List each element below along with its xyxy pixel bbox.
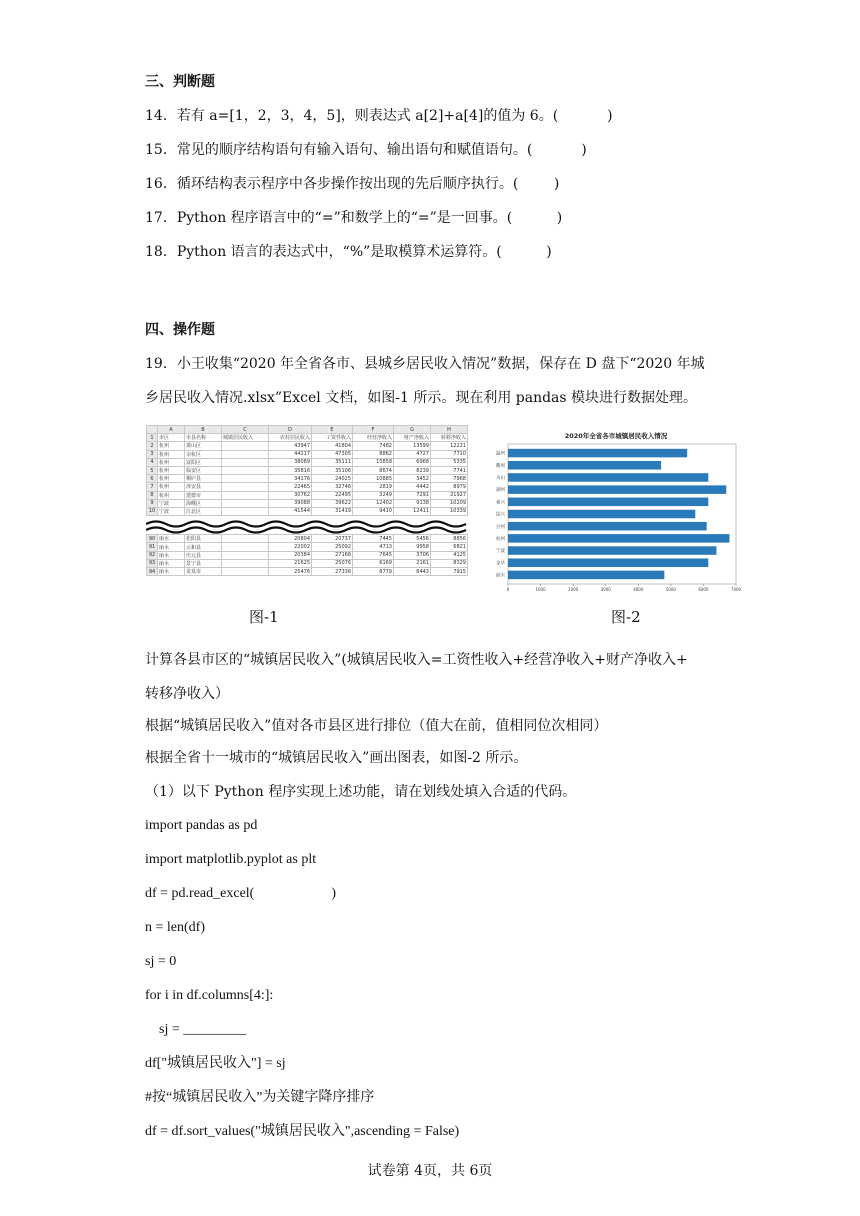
spreadsheet-cell (222, 442, 269, 450)
spreadsheet-cell: B (185, 426, 222, 434)
spreadsheet-cell: 8862 (353, 450, 394, 458)
spreadsheet-cell (222, 491, 269, 499)
spreadsheet-cell: 5335 (431, 458, 468, 466)
chart-category-label: 绍兴 (496, 512, 505, 518)
code-line-1: import pandas as pd (145, 818, 258, 833)
spreadsheet-cell: 3452 (394, 475, 431, 483)
spreadsheet-cell: H (431, 426, 468, 434)
question-17: 17．Python 程序语言中的“=”和数学上的“=”是一回事。( ) (145, 210, 563, 226)
chart-bar (508, 498, 708, 507)
spreadsheet-cell: 8779 (353, 568, 394, 576)
spreadsheet-cell: 9 (147, 499, 158, 507)
spreadsheet-cell: 杭州 (158, 466, 185, 474)
chart-category-label: 舟山 (496, 476, 505, 482)
spreadsheet-cell: 21927 (431, 491, 468, 499)
spreadsheet-row (147, 559, 468, 567)
chart-category-label: 金华 (496, 561, 505, 567)
chart-category-label: 温州 (496, 451, 505, 457)
spreadsheet-cell (222, 543, 269, 551)
spreadsheet-cell: 6821 (431, 543, 468, 551)
chart-bar (508, 546, 716, 555)
spreadsheet-cell: 杭州 (158, 442, 185, 450)
spreadsheet-cell: 松阳县 (185, 535, 222, 543)
spreadsheet-cell: 江北区 (185, 507, 222, 515)
spreadsheet-header-row (147, 434, 468, 442)
spreadsheet-cell: 21625 (269, 559, 312, 567)
spreadsheet-cell: 8979 (431, 483, 468, 491)
spreadsheet-cell: 22495 (312, 491, 353, 499)
spreadsheet-cell: 9138 (394, 499, 431, 507)
spreadsheet-cell: 94 (147, 568, 158, 576)
chart-tick-label: 6000 (698, 587, 709, 592)
section-3-title: 三、判断题 (145, 74, 215, 90)
spreadsheet-cell: 8856 (431, 535, 468, 543)
code-line-3: df = pd.read_excel( ) (145, 886, 337, 901)
description-1b: 转移净收入） (145, 686, 229, 702)
chart-bar (508, 571, 664, 580)
spreadsheet-cell: 10209 (431, 499, 468, 507)
spreadsheet-cell: 20737 (312, 535, 353, 543)
spreadsheet-cell (222, 483, 269, 491)
spreadsheet-cell: 5 (147, 466, 158, 474)
spreadsheet-table (146, 425, 468, 576)
spreadsheet-cell: D (269, 426, 312, 434)
question-16: 16．循环结构表示程序中各步操作按出现的先后顺序执行。( ) (145, 176, 560, 192)
income-bar-chart (486, 426, 746, 596)
spreadsheet-row (147, 450, 468, 458)
spreadsheet-cell: 庆元县 (185, 551, 222, 559)
spreadsheet-cell: 市县名称 (185, 434, 222, 442)
spreadsheet-cell: 7645 (353, 551, 394, 559)
spreadsheet-cell: 海曙区 (185, 499, 222, 507)
spreadsheet-cell: 4442 (394, 483, 431, 491)
chart-title: 2020年全省各市城镇居民收入情况 (564, 432, 668, 440)
spreadsheet-cell: 丽水 (158, 543, 185, 551)
spreadsheet-cell: 7915 (431, 568, 468, 576)
spreadsheet-cell: 7710 (431, 450, 468, 458)
spreadsheet-cell (222, 551, 269, 559)
description-2: 根据“城镇居民收入”值对各市县区进行排位（值大在前，值相同位次相同） (145, 718, 608, 734)
spreadsheet-cell: 桐庐县 (185, 475, 222, 483)
spreadsheet-cell: 景宁县 (185, 559, 222, 567)
subquestion-1: （1）以下 Python 程序实现上述功能，请在划线处填入合适的代码。 (145, 784, 577, 800)
spreadsheet-cell: 27166 (312, 551, 353, 559)
spreadsheet-cell: 临安区 (185, 466, 222, 474)
spreadsheet-cell: 7741 (431, 466, 468, 474)
question-14: 14．若有 a=[1，2，3，4，5]，则表达式 a[2]+a[4]的值为 6。( ) (145, 108, 613, 124)
spreadsheet-cell: 6 (147, 475, 158, 483)
code-line-6: for i in df.columns[4:]: (145, 988, 274, 1003)
spreadsheet-cell: 30762 (269, 491, 312, 499)
spreadsheet-cell: 34176 (269, 475, 312, 483)
spreadsheet-cell: 4125 (431, 551, 468, 559)
spreadsheet-cell: 31419 (312, 507, 353, 515)
spreadsheet-cell: 12411 (394, 507, 431, 515)
spreadsheet-cell: 7968 (431, 475, 468, 483)
spreadsheet-cell: 93 (147, 559, 158, 567)
spreadsheet-cell: C (222, 426, 269, 434)
spreadsheet-cell: 91 (147, 543, 158, 551)
spreadsheet-cell (222, 450, 269, 458)
spreadsheet-cell: 7291 (394, 491, 431, 499)
spreadsheet-cell: 4 (147, 458, 158, 466)
chart-category-label: 台州 (496, 524, 505, 530)
spreadsheet-cell: 工资性收入 (312, 434, 353, 442)
spreadsheet-cell: 38089 (269, 458, 312, 466)
chart-bar (508, 473, 708, 482)
spreadsheet-cell (222, 559, 269, 567)
spreadsheet-cell: 12402 (353, 499, 394, 507)
spreadsheet-cell: 25076 (312, 559, 353, 567)
spreadsheet-column-letters (147, 426, 468, 434)
spreadsheet-cell: 25476 (269, 568, 312, 576)
spreadsheet-cell: 41804 (312, 442, 353, 450)
chart-tick-label: 1000 (535, 587, 546, 592)
chart-tick-label: 5000 (665, 587, 676, 592)
chart-tick-label: 4000 (633, 587, 644, 592)
spreadsheet-cell (222, 507, 269, 515)
spreadsheet-cell: 10339 (431, 507, 468, 515)
spreadsheet-cell: 43947 (269, 442, 312, 450)
spreadsheet-row (147, 466, 468, 474)
spreadsheet-cell: 淳安县 (185, 483, 222, 491)
spreadsheet-cell: 余杭区 (185, 450, 222, 458)
spreadsheet-row (147, 491, 468, 499)
chart-tick-label: 0 (506, 587, 510, 592)
spreadsheet-cell: 39622 (312, 499, 353, 507)
question-19-line-2: 乡居民收入情况.xlsx”Excel 文档，如图-1 所示。现在利用 pandas 模块进行数据处理。 (145, 390, 698, 406)
chart-bar (508, 558, 708, 567)
spreadsheet-cell: 24025 (312, 475, 353, 483)
spreadsheet-cell: F (353, 426, 394, 434)
spreadsheet-cell: 10 (147, 507, 158, 515)
spreadsheet-cell: 5456 (394, 535, 431, 543)
code-line-5: sj = 0 (145, 954, 177, 969)
code-line-10: df = df.sort_values("城镇居民收入",ascending = False) (145, 1124, 460, 1139)
spreadsheet-cell: 9410 (353, 507, 394, 515)
spreadsheet-cell: 4727 (394, 450, 431, 458)
spreadsheet-row (147, 568, 468, 576)
spreadsheet-cell: 20804 (269, 535, 312, 543)
spreadsheet-cell: 2819 (353, 483, 394, 491)
spreadsheet-cell: 杭州 (158, 458, 185, 466)
spreadsheet-cell: A (158, 426, 185, 434)
spreadsheet-cell: 3706 (394, 551, 431, 559)
spreadsheet-row (147, 551, 468, 559)
description-1a: 计算各县市区的“城镇居民收入”(城镇居民收入=工资性收入+经营净收入+财产净收入+ (145, 652, 688, 668)
spreadsheet-cell: 9958 (394, 543, 431, 551)
chart-bar (508, 485, 726, 494)
spreadsheet-cell: 宁波 (158, 507, 185, 515)
section-4-title: 四、操作题 (145, 322, 215, 338)
chart-bar (508, 461, 661, 470)
spreadsheet-row (147, 543, 468, 551)
chart-category-label: 嘉兴 (496, 500, 505, 506)
spreadsheet-cell (222, 475, 269, 483)
chart-tick-label: 7000 (730, 587, 742, 592)
spreadsheet-cell: 13599 (394, 442, 431, 450)
spreadsheet-cell: 7 (147, 483, 158, 491)
spreadsheet-cell: E (312, 426, 353, 434)
spreadsheet-cell: 35816 (269, 466, 312, 474)
spreadsheet-cell: 龙泉市 (185, 568, 222, 576)
spreadsheet-cell: 丽水 (158, 559, 185, 567)
spreadsheet-cell: 市区 (158, 434, 185, 442)
code-line-2: import matplotlib.pyplot as plt (145, 852, 317, 867)
chart-tick-label: 2000 (568, 587, 579, 592)
spreadsheet-figure (146, 425, 468, 597)
spreadsheet-cell: 1 (147, 434, 158, 442)
spreadsheet-cell: 32746 (312, 483, 353, 491)
spreadsheet-cell: 8 (147, 491, 158, 499)
spreadsheet-cell: 云和县 (185, 543, 222, 551)
spreadsheet-row (147, 475, 468, 483)
chart-bar (508, 449, 687, 458)
question-18: 18．Python 语言的表达式中，“%”是取模算术运算符。( ) (145, 244, 552, 260)
spreadsheet-cell: 6968 (394, 458, 431, 466)
spreadsheet-cell: 农村居民收入 (269, 434, 312, 442)
spreadsheet-row (147, 458, 468, 466)
code-line-4: n = len(df) (145, 920, 205, 935)
spreadsheet-cell: 8239 (394, 466, 431, 474)
spreadsheet-cell: 22002 (269, 543, 312, 551)
spreadsheet-cell (222, 458, 269, 466)
chart-tick-label: 3000 (600, 587, 611, 592)
spreadsheet-cell: 47305 (312, 450, 353, 458)
chart-category-label: 丽水 (496, 573, 505, 579)
spreadsheet-cell: 杭州 (158, 491, 185, 499)
code-comment: #按“城镇居民收入”为关键字降序排序 (145, 1090, 375, 1105)
spreadsheet-cell: 10885 (353, 475, 394, 483)
spreadsheet-cell: 丽水 (158, 568, 185, 576)
spreadsheet-cell: 2 (147, 442, 158, 450)
spreadsheet-cell: 27336 (312, 568, 353, 576)
chart-category-label: 湖州 (496, 488, 505, 494)
page-footer: 试卷第 4页，共 6页 (367, 1163, 493, 1179)
spreadsheet-cell: 41544 (269, 507, 312, 515)
spreadsheet-cell (147, 426, 158, 434)
break-wave-icon (146, 517, 468, 537)
spreadsheet-cell: 7482 (353, 442, 394, 450)
description-3: 根据全省十一城市的“城镇居民收入”画出图表，如图-2 所示。 (145, 750, 528, 766)
spreadsheet-cell: 8329 (431, 559, 468, 567)
spreadsheet-cell (222, 568, 269, 576)
chart-bar (508, 534, 729, 543)
spreadsheet-cell (222, 466, 269, 474)
chart-bar (508, 522, 707, 531)
spreadsheet-cell: 25092 (312, 543, 353, 551)
spreadsheet-cell: 12221 (431, 442, 468, 450)
spreadsheet-cell: 富阳区 (185, 458, 222, 466)
spreadsheet-row (147, 499, 468, 507)
spreadsheet-cell: 92 (147, 551, 158, 559)
spreadsheet-cell: 杭州 (158, 450, 185, 458)
spreadsheet-cell: 宁波 (158, 499, 185, 507)
spreadsheet-cell: G (394, 426, 431, 434)
spreadsheet-cell: 6443 (394, 568, 431, 576)
spreadsheet-cell (222, 499, 269, 507)
spreadsheet-cell: 丽水 (158, 551, 185, 559)
spreadsheet-cell: 44117 (269, 450, 312, 458)
spreadsheet-cell: 杭州 (158, 475, 185, 483)
figure-1-caption: 图-1 (249, 608, 279, 626)
spreadsheet-row (147, 483, 468, 491)
figure-2-caption: 图-2 (611, 608, 641, 626)
spreadsheet-cell: 财产净收入 (394, 434, 431, 442)
spreadsheet-cell: 3249 (353, 491, 394, 499)
spreadsheet-cell: 20384 (269, 551, 312, 559)
chart-category-label: 衢州 (496, 463, 505, 469)
question-15: 15．常见的顺序结构语句有输入语句、输出语句和赋值语句。( ) (145, 142, 587, 158)
spreadsheet-cell: 15858 (353, 458, 394, 466)
spreadsheet-cell: 建德市 (185, 491, 222, 499)
spreadsheet-cell: 4713 (353, 543, 394, 551)
spreadsheet-cell: 转移净收入 (431, 434, 468, 442)
spreadsheet-cell: 90 (147, 535, 158, 543)
spreadsheet-cell: 萧山区 (185, 442, 222, 450)
spreadsheet-cell: 经营净收入 (353, 434, 394, 442)
spreadsheet-cell: 22465 (269, 483, 312, 491)
chart-bar (508, 510, 695, 519)
spreadsheet-cell: 35106 (312, 466, 353, 474)
code-line-8: df["城镇居民收入"] = sj (145, 1056, 286, 1071)
spreadsheet-cell: 8674 (353, 466, 394, 474)
spreadsheet-cell: 杭州 (158, 483, 185, 491)
spreadsheet-cell: 城镇居民收入 (222, 434, 269, 442)
question-19-line-1: 19．小王收集“2020 年全省各市、县城乡居民收入情况”数据，保存在 D 盘下“2020 年城 (145, 356, 705, 372)
spreadsheet-cell: 6169 (353, 559, 394, 567)
chart-category-label: 宁波 (496, 549, 505, 555)
spreadsheet-row (147, 442, 468, 450)
code-line-7: sj = _________ (145, 1022, 247, 1037)
spreadsheet-cell: 7445 (353, 535, 394, 543)
chart-category-label: 杭州 (496, 536, 505, 542)
spreadsheet-cell: 3 (147, 450, 158, 458)
spreadsheet-row (147, 507, 468, 515)
spreadsheet-cell: 39088 (269, 499, 312, 507)
spreadsheet-cell: 2161 (394, 559, 431, 567)
spreadsheet-cell: 35111 (312, 458, 353, 466)
spreadsheet-cell: 丽水 (158, 535, 185, 543)
